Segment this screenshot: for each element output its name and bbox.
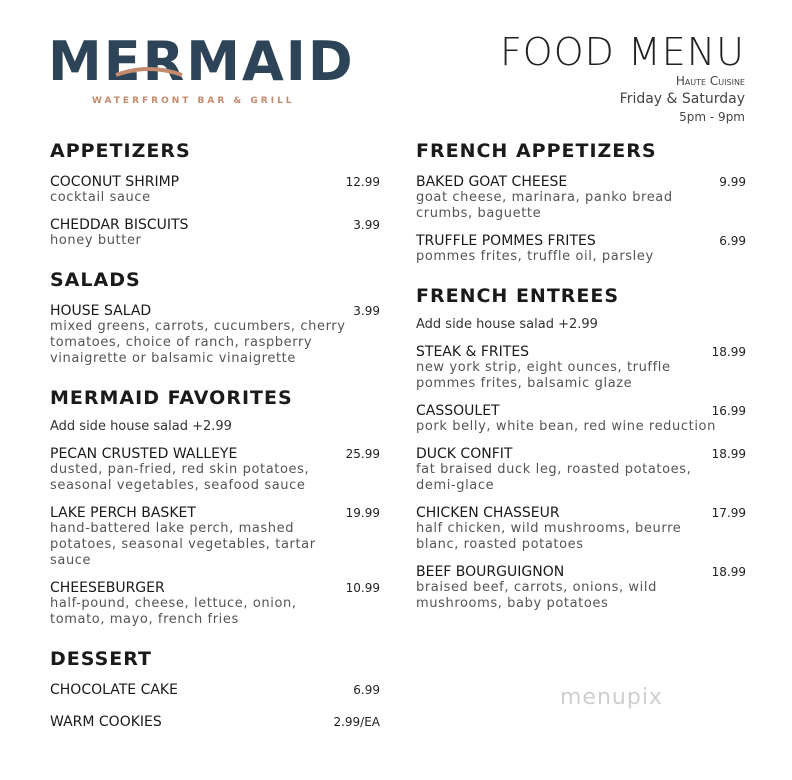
section-title: MERMAID FAVORITES bbox=[50, 387, 293, 409]
menu-item bbox=[50, 682, 380, 698]
item-name: DUCK CONFIT bbox=[416, 446, 513, 462]
item-description: cocktail sauce bbox=[50, 190, 151, 205]
menu-item bbox=[416, 233, 746, 265]
item-name: STEAK & FRITES bbox=[416, 344, 530, 360]
item-price: 9.99 bbox=[719, 175, 746, 189]
logo bbox=[48, 30, 355, 106]
item-name: CHEESEBURGER bbox=[50, 580, 165, 596]
item-name: CHOCOLATE CAKE bbox=[50, 682, 178, 698]
right-column bbox=[416, 140, 746, 632]
item-name: BEEF BOURGUIGNON bbox=[416, 564, 565, 580]
item-price: 25.99 bbox=[345, 447, 380, 461]
menu-item bbox=[416, 446, 746, 494]
watermark: menupix bbox=[560, 685, 663, 710]
item-name: CHICKEN CHASSEUR bbox=[416, 505, 560, 521]
item-price: 18.99 bbox=[711, 345, 746, 359]
item-name: BAKED GOAT CHEESE bbox=[416, 174, 568, 190]
menu-item bbox=[416, 403, 746, 435]
logo-arc-icon bbox=[114, 63, 184, 79]
section-note: Add side house salad +2.99 bbox=[416, 317, 598, 332]
menu-item bbox=[416, 174, 746, 222]
menu-item bbox=[50, 174, 380, 206]
logo-subtitle: WATERFRONT BAR & GRILL bbox=[92, 96, 295, 106]
menu-title: FOOD MENU bbox=[499, 30, 745, 74]
section-title: DESSERT bbox=[50, 648, 152, 670]
salads-section bbox=[50, 269, 380, 367]
item-name: HOUSE SALAD bbox=[50, 303, 152, 319]
item-price: 16.99 bbox=[711, 404, 746, 418]
item-description: pommes frites, truffle oil, parsley bbox=[416, 249, 654, 264]
appetizers-section bbox=[50, 140, 380, 249]
item-description: half-pound, cheese, lettuce, onion, tomato, mayo, french fries bbox=[50, 596, 297, 627]
french-entrees-section bbox=[416, 285, 746, 612]
menu-header bbox=[500, 32, 745, 126]
item-price: 17.99 bbox=[711, 506, 746, 520]
menu-item bbox=[50, 580, 380, 628]
menu-item bbox=[50, 505, 380, 569]
item-price: 12.99 bbox=[345, 175, 380, 189]
item-description: braised beef, carrots, onions, wild mushrooms, baby potatoes bbox=[416, 580, 657, 611]
favorites-section bbox=[50, 387, 380, 628]
item-price: 19.99 bbox=[345, 506, 380, 520]
section-title: SALADS bbox=[50, 269, 141, 291]
left-column bbox=[50, 140, 380, 750]
item-name: PECAN CRUSTED WALLEYE bbox=[50, 446, 238, 462]
item-name: WARM COOKIES bbox=[50, 714, 162, 730]
item-name: CASSOULET bbox=[416, 403, 500, 419]
menu-item bbox=[50, 714, 380, 730]
item-price: 18.99 bbox=[711, 447, 746, 461]
menu-hours: 5pm - 9pm bbox=[679, 110, 745, 124]
item-name: COCONUT SHRIMP bbox=[50, 174, 180, 190]
item-description: hand-battered lake perch, mashed potatoes, seasonal vegetables, tartar sauce bbox=[50, 521, 316, 568]
menu-item bbox=[416, 505, 746, 553]
item-price: 3.99 bbox=[353, 304, 380, 318]
item-price: 10.99 bbox=[345, 581, 380, 595]
logo-title: MERMAID bbox=[48, 30, 355, 93]
item-name: LAKE PERCH BASKET bbox=[50, 505, 196, 521]
section-note: Add side house salad +2.99 bbox=[50, 419, 232, 434]
dessert-section bbox=[50, 648, 380, 730]
item-description: fat braised duck leg, roasted potatoes, demi-glace bbox=[416, 462, 692, 493]
item-description: goat cheese, marinara, panko bread crumbs, baguette bbox=[416, 190, 673, 221]
menu-item bbox=[50, 303, 380, 367]
menu-days: Friday & Saturday bbox=[619, 91, 745, 107]
item-price: 2.99/EA bbox=[333, 715, 380, 729]
menu-item bbox=[50, 217, 380, 249]
menu-subtitle: Haute Cuisine bbox=[675, 74, 745, 88]
item-description: half chicken, wild mushrooms, beurre blanc, roasted potatoes bbox=[416, 521, 682, 552]
menu-item bbox=[50, 446, 380, 494]
item-price: 6.99 bbox=[719, 234, 746, 248]
item-description: pork belly, white bean, red wine reduction bbox=[416, 419, 716, 434]
item-description: mixed greens, carrots, cucumbers, cherry tomatoes, choice of ranch, raspberry vinaigrette or balsamic vinaigrette bbox=[50, 319, 346, 366]
section-title: APPETIZERS bbox=[50, 140, 191, 162]
item-name: TRUFFLE POMMES FRITES bbox=[416, 233, 596, 249]
item-description: new york strip, eight ounces, truffle pommes frites, balsamic glaze bbox=[416, 360, 671, 391]
section-title: FRENCH ENTREES bbox=[416, 285, 620, 307]
item-name: CHEDDAR BISCUITS bbox=[50, 217, 189, 233]
menu-item bbox=[416, 344, 746, 392]
french-appetizers-section bbox=[416, 140, 746, 265]
item-description: dusted, pan-fried, red skin potatoes, seasonal vegetables, seafood sauce bbox=[50, 462, 310, 493]
menu-item bbox=[416, 564, 746, 612]
item-price: 3.99 bbox=[353, 218, 380, 232]
item-price: 18.99 bbox=[711, 565, 746, 579]
item-price: 6.99 bbox=[353, 683, 380, 697]
section-title: FRENCH APPETIZERS bbox=[416, 140, 657, 162]
item-description: honey butter bbox=[50, 233, 142, 248]
